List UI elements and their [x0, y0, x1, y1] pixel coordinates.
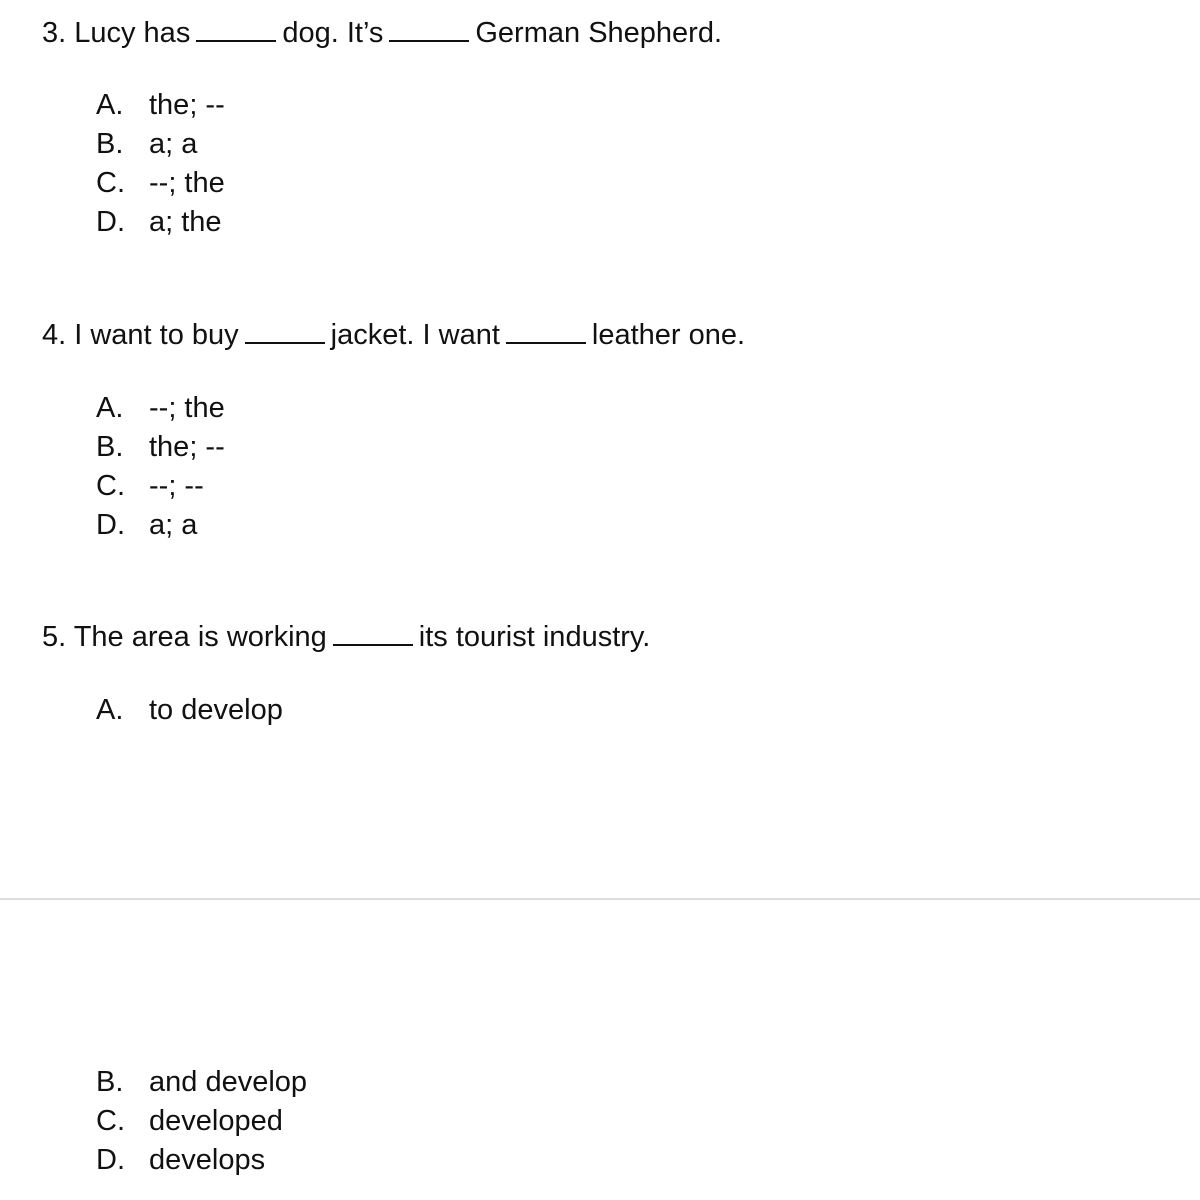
option-text: a; the [149, 206, 222, 238]
worksheet-page-2 [0, 900, 1200, 1200]
option-text: to develop [149, 694, 283, 726]
question-3-text-part-1: 3. Lucy has [42, 17, 191, 49]
option-text: develops [149, 1144, 266, 1176]
answer-blank [389, 18, 469, 42]
option-b [96, 428, 225, 467]
option-d [96, 1141, 307, 1180]
option-letter: C. [96, 470, 125, 502]
answer-blank [245, 320, 325, 344]
option-letter: C. [96, 1105, 125, 1137]
option-text: developed [149, 1105, 283, 1137]
option-letter: A. [96, 89, 124, 121]
option-a [96, 691, 283, 730]
option-d [96, 203, 225, 242]
question-5 [42, 619, 650, 655]
answer-blank [506, 320, 586, 344]
option-text: --; the [149, 392, 225, 424]
option-text: a; a [149, 128, 198, 160]
option-text: --; the [149, 167, 225, 199]
question-5-options-page-1 [96, 691, 283, 730]
option-letter: B. [96, 431, 124, 463]
option-letter: D. [96, 509, 125, 541]
option-letter: B. [96, 1066, 124, 1098]
option-text: the; -- [149, 431, 225, 463]
option-text: the; -- [149, 89, 225, 121]
option-letter: B. [96, 128, 124, 160]
question-3-text-part-3: German Shepherd. [475, 17, 723, 49]
option-b [96, 1063, 307, 1102]
option-d [96, 506, 225, 545]
option-letter: D. [96, 1144, 125, 1176]
option-letter: D. [96, 206, 125, 238]
question-4-options [96, 389, 225, 545]
question-5-options-page-2 [96, 1063, 307, 1180]
option-c [96, 467, 225, 506]
option-a [96, 86, 225, 125]
question-5-text-part-2: its tourist industry. [418, 621, 651, 653]
question-3-options [96, 86, 225, 242]
option-c [96, 1102, 307, 1141]
question-4-text-part-2: jacket. I want [330, 319, 500, 351]
option-text: and develop [149, 1066, 308, 1098]
option-text: a; a [149, 509, 198, 541]
question-4-text-part-1: 4. I want to buy [42, 319, 239, 351]
option-b [96, 125, 225, 164]
question-4-text-part-3: leather one. [591, 319, 746, 351]
option-letter: A. [96, 694, 124, 726]
question-3-text-part-2: dog. It’s [282, 17, 384, 49]
option-letter: C. [96, 167, 125, 199]
question-5-text-part-1: 5. The area is working [42, 621, 327, 653]
option-text: --; -- [149, 470, 204, 502]
option-letter: A. [96, 392, 124, 424]
question-4 [42, 317, 745, 353]
answer-blank [333, 622, 413, 646]
answer-blank [196, 18, 276, 42]
option-c [96, 164, 225, 203]
question-3 [42, 15, 722, 51]
option-a [96, 389, 225, 428]
